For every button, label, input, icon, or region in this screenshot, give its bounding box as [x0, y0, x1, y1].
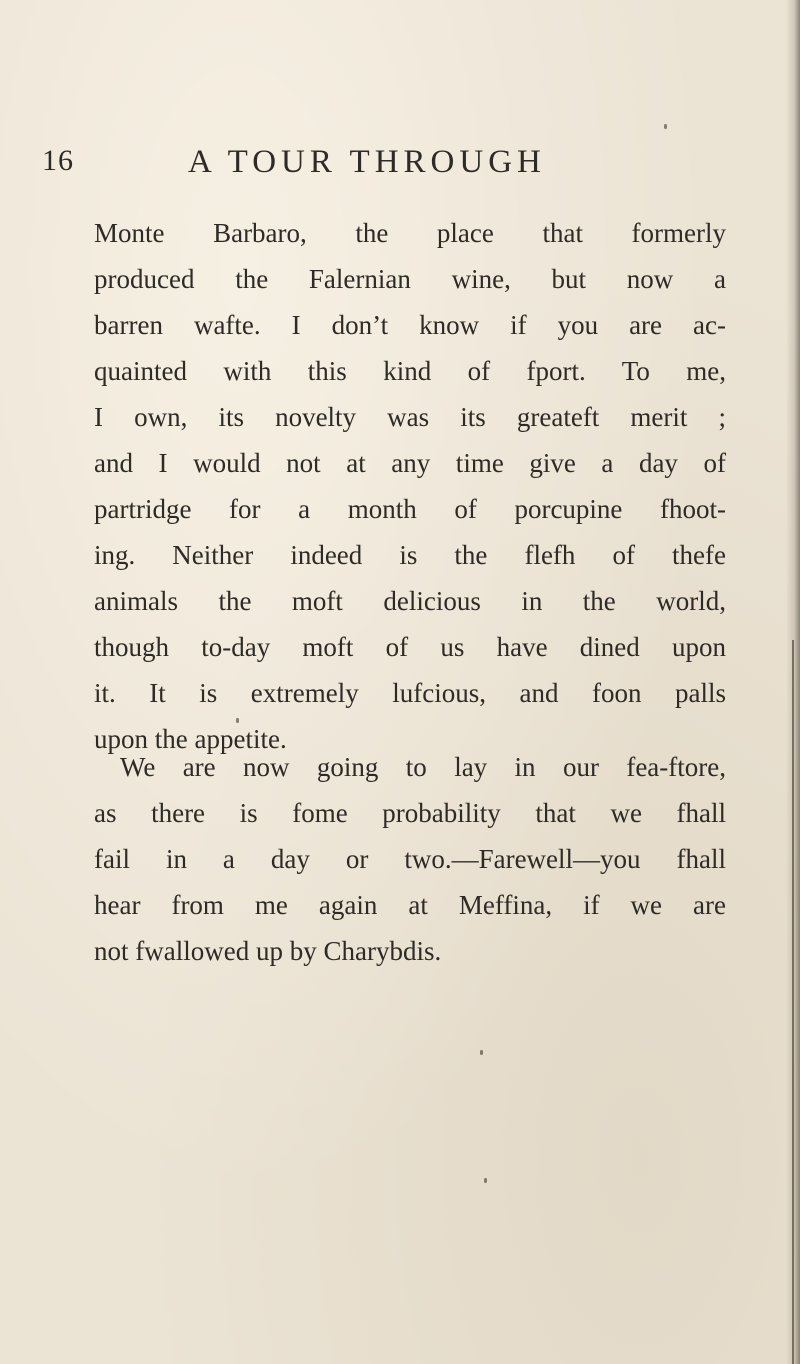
running-head: [42, 144, 722, 188]
text-line: as there is fome probability that we fhall: [94, 798, 726, 828]
page-edge-line: [792, 640, 794, 1364]
paper-speck: [480, 1050, 483, 1055]
text-line: barren wafte. I don’t know if you are ac-: [94, 310, 726, 340]
text-line: partridge for a month of porcupine fhoot-: [94, 494, 726, 524]
text-line: hear from me again at Meffina, if we are: [94, 890, 726, 920]
paragraph-2: [94, 744, 726, 974]
running-title: A TOUR THROUGH: [188, 144, 546, 180]
paragraph-1: [94, 210, 726, 762]
paper-speck: [236, 718, 239, 723]
page-number: 16: [42, 144, 74, 177]
text-line: We are now going to lay in our fea-ftore,: [120, 752, 726, 782]
text-line: I own, its novelty was its greateft merit ;: [94, 402, 726, 432]
text-line: upon the appetite.: [94, 724, 287, 754]
text-line: fail in a day or two.—Farewell—you fhall: [94, 844, 726, 874]
text-line: though to-day moft of us have dined upon: [94, 632, 726, 662]
text-line: not fwallowed up by Charybdis.: [94, 936, 442, 966]
paper-speck: [664, 124, 667, 129]
text-line: produced the Falernian wine, but now a: [94, 264, 726, 294]
text-line: quainted with this kind of fport. To me,: [94, 356, 726, 386]
text-line: ing. Neither indeed is the flefh of thefe: [94, 540, 726, 570]
text-line: animals the moft delicious in the world,: [94, 586, 726, 616]
paper-speck: [484, 1178, 487, 1183]
text-line: Monte Barbaro, the place that formerly: [94, 218, 726, 248]
text-line: and I would not at any time give a day of: [94, 448, 726, 478]
text-line: it. It is extremely lufcious, and foon palls: [94, 678, 726, 708]
